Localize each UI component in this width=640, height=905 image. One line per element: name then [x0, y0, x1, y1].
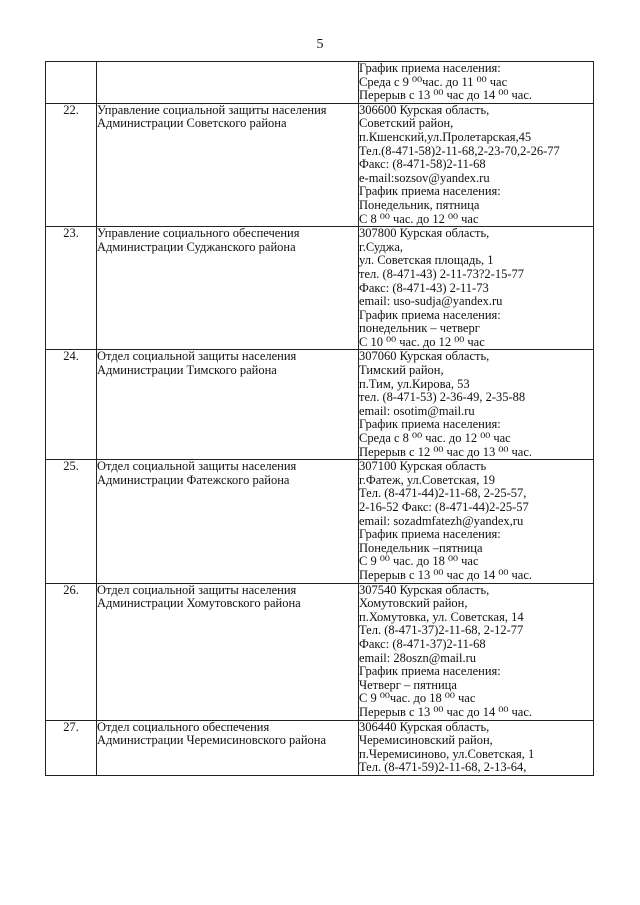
table-row — [46, 720, 594, 775]
office-details-line: Факс: (8-471-58)2-11-68 — [359, 157, 486, 172]
office-details-line: п.Хомутовка, ул. Советская, 14 — [359, 609, 524, 624]
office-details-line: С 8 ⁰⁰ час. до 12 ⁰⁰ час — [359, 211, 479, 226]
offices-table — [45, 61, 594, 776]
office-details-line: С 9 ⁰⁰ час. до 18 ⁰⁰ час — [359, 554, 479, 569]
row-number-cell — [46, 62, 97, 104]
office-details-line: г.Фатеж, ул.Советская, 19 — [359, 472, 495, 487]
office-details-line: Среда с 8 ⁰⁰ час. до 12 ⁰⁰ час — [359, 431, 511, 446]
row-number-cell — [46, 583, 97, 720]
office-details-line: e-mail:sozsov@yandex.ru — [359, 170, 490, 185]
row-number-cell — [46, 350, 97, 460]
office-name-cell — [97, 720, 359, 775]
office-details-line: тел. (8-471-53) 2-36-49, 2-35-88 — [359, 390, 526, 405]
office-details-line: email: 28oszn@mail.ru — [359, 650, 477, 665]
office-details-line: п.Черемисиново, ул.Советская, 1 — [359, 746, 535, 761]
row-number-cell — [46, 720, 97, 775]
office-details-cell — [359, 583, 594, 720]
table-row — [46, 103, 594, 226]
office-details-line: 306600 Курская область, — [359, 102, 490, 117]
office-name-line: Управление социального обеспечения — [97, 226, 300, 241]
office-name-line: Администрации Тимского района — [97, 363, 277, 378]
office-name-line: Отдел социальной защиты населения — [97, 349, 297, 364]
office-details-line: Тел.(8-471-58)2-11-68,2-23-70,2-26-77 — [359, 143, 560, 158]
office-name-line: Администрации Советского района — [97, 116, 287, 131]
office-details-line: Тел. (8-471-44)2-11-68, 2-25-57, — [359, 486, 527, 501]
office-details-line: График приема населения: — [359, 527, 501, 542]
table-row — [46, 583, 594, 720]
office-details-line: Тимский район, — [359, 363, 444, 378]
row-number-cell — [46, 460, 97, 583]
office-details-line: понедельник – четверг — [359, 321, 480, 336]
office-details-cell — [359, 227, 594, 350]
office-details-line: С 9 ⁰⁰час. до 18 ⁰⁰ час — [359, 691, 476, 706]
office-details-line: 306440 Курская область, — [359, 719, 490, 734]
office-name-line: Администрации Черемисиновского района — [97, 733, 326, 748]
office-details-line: п.Тим, ул.Кирова, 53 — [359, 376, 470, 391]
table-row — [46, 227, 594, 350]
page-number: 5 — [316, 37, 324, 52]
office-details-line: email: osotim@mail.ru — [359, 403, 475, 418]
office-details-line: Хомутовский район, — [359, 596, 468, 611]
office-name-cell — [97, 583, 359, 720]
office-details-line: Перерыв с 13 ⁰⁰ час до 14 ⁰⁰ час. — [359, 567, 533, 582]
office-details-line: График приема населения: — [359, 417, 501, 432]
offices-table-body — [46, 62, 594, 776]
office-name-line: Администрации Суджанского района — [97, 239, 296, 254]
table-row — [46, 62, 594, 104]
office-details-line: п.Кшенский,ул.Пролетарская,45 — [359, 129, 532, 144]
office-details-line: 307800 Курская область, — [359, 226, 490, 241]
office-details-line: С 10 ⁰⁰ час. до 12 ⁰⁰ час — [359, 334, 485, 349]
row-number: 27. — [63, 719, 79, 734]
office-details-line: Тел. (8-471-59)2-11-68, 2-13-64, — [359, 760, 527, 775]
office-details-line: 307100 Курская область — [359, 459, 487, 474]
office-details-line: Факс: (8-471-43) 2-11-73 — [359, 280, 489, 295]
row-number: 22. — [63, 102, 79, 117]
office-details-line: 307540 Курская область, — [359, 582, 490, 597]
office-details-line: 2-16-52 Факс: (8-471-44)2-25-57 — [359, 500, 529, 514]
office-details-line: График приема населения: — [359, 664, 501, 679]
office-details-line: г.Суджа, — [359, 239, 404, 254]
row-number-cell — [46, 103, 97, 226]
office-details-line: email: uso-sudja@yandex.ru — [359, 294, 503, 309]
office-details-line: Советский район, — [359, 116, 454, 131]
office-name-line: Управление социальной защиты населения — [97, 102, 327, 117]
table-row — [46, 460, 594, 583]
office-details-line: email: sozadmfatezh@yandex,ru — [359, 513, 524, 528]
office-name-cell — [97, 460, 359, 583]
row-number: 24. — [63, 349, 79, 364]
office-details-cell — [359, 720, 594, 775]
office-details-line: Среда с 9 ⁰⁰час. до 11 ⁰⁰ час — [359, 74, 508, 89]
office-details-cell — [359, 62, 594, 104]
office-details-cell — [359, 350, 594, 460]
office-details-line: 307060 Курская область, — [359, 349, 490, 364]
office-details-line: График приема населения: — [359, 61, 501, 75]
office-details-line: Понедельник –пятница — [359, 540, 483, 555]
row-number: 23. — [63, 226, 79, 241]
office-details-line: Перерыв с 13 ⁰⁰ час до 14 ⁰⁰ час. — [359, 704, 533, 719]
office-name-line: Отдел социальной защиты населения — [97, 459, 297, 474]
office-name-cell — [97, 103, 359, 226]
office-details-line: Перерыв с 12 ⁰⁰ час до 13 ⁰⁰ час. — [359, 444, 533, 459]
office-details-line: Тел. (8-471-37)2-11-68, 2-12-77 — [359, 623, 524, 638]
office-name-cell — [97, 350, 359, 460]
office-name-line: Отдел социальной защиты населения — [97, 582, 297, 597]
office-details-line: тел. (8-471-43) 2-11-73?2-15-77 — [359, 266, 525, 281]
office-name-line: Администрации Хомутовского района — [97, 596, 301, 611]
office-details-line: Четверг – пятница — [359, 677, 457, 692]
row-number: 25. — [63, 459, 79, 474]
table-row — [46, 350, 594, 460]
office-details-line: ул. Советская площадь, 1 — [359, 253, 494, 268]
office-details-line: Понедельник, пятница — [359, 197, 480, 212]
office-details-line: Факс: (8-471-37)2-11-68 — [359, 636, 486, 651]
office-name-cell — [97, 62, 359, 104]
office-details-line: График приема населения: — [359, 307, 501, 322]
row-number: 26. — [63, 582, 79, 597]
office-name-line: Отдел социального обеспечения — [97, 719, 270, 734]
office-details-line: Черемисиновский район, — [359, 733, 493, 748]
office-details-line: График приема населения: — [359, 184, 501, 199]
row-number-cell — [46, 227, 97, 350]
office-details-cell — [359, 103, 594, 226]
office-name-line: Администрации Фатежского района — [97, 472, 290, 487]
office-name-cell — [97, 227, 359, 350]
office-details-line: Перерыв с 13 ⁰⁰ час до 14 ⁰⁰ час. — [359, 88, 533, 103]
office-details-cell — [359, 460, 594, 583]
